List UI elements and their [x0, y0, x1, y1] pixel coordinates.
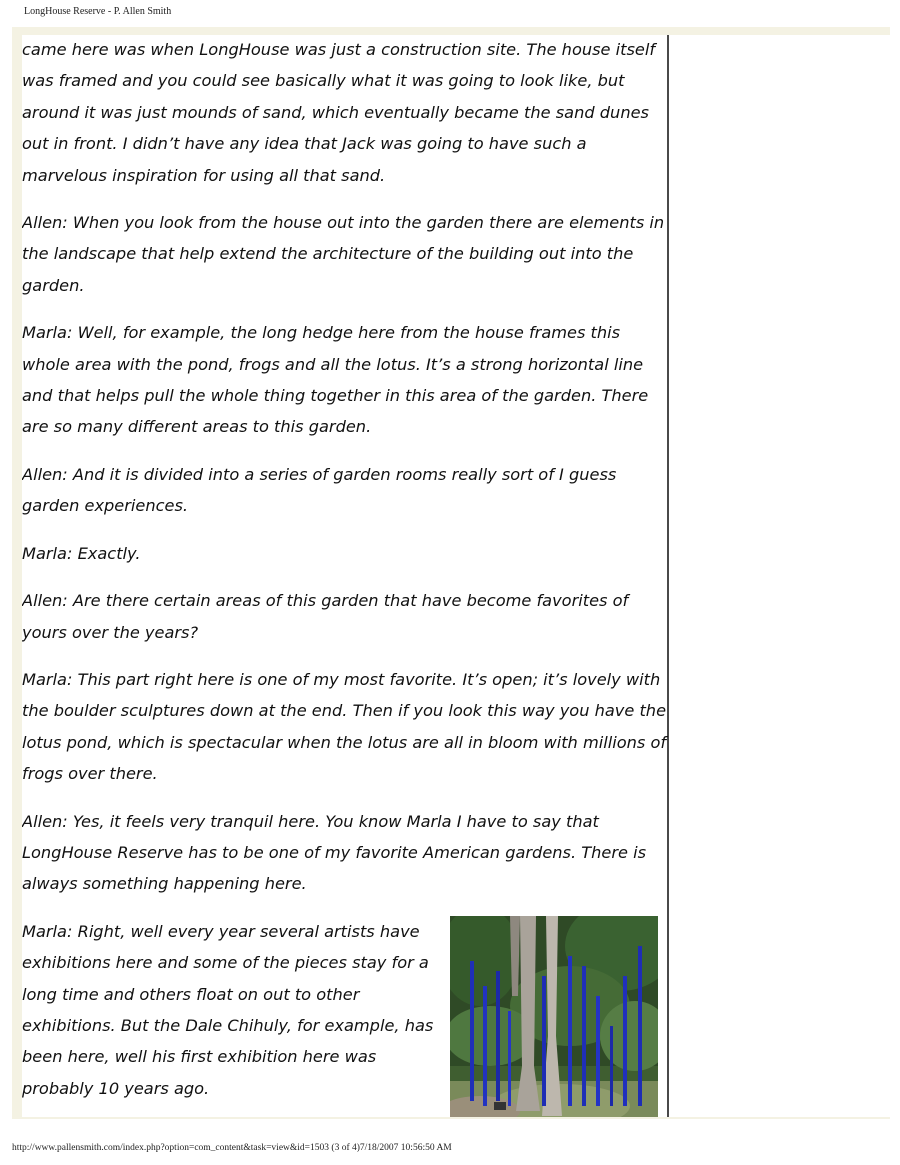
- speaker-label: Marla:: [22, 543, 73, 563]
- dialogue-paragraph: [22, 916, 440, 1104]
- print-header-title: LongHouse Reserve - P. Allen Smith: [24, 6, 172, 17]
- dialogue-text: And it is divided into a series of garden rooms really sort of I guess garden experiences.: [22, 464, 617, 516]
- dialogue-text: Yes, it feels very tranquil here. You know Marla I have to say that LongHouse Reserve has to be one of my favorite American gardens. There is always something happening here.: [22, 811, 647, 894]
- dialogue-text: Well, for example, the long hedge here from the house frames this whole area with the pond, frogs and all the lotus. It’s a strong horizontal line and that helps pull the whole thing together in this area of the garden. There are so many different areas to this garden.: [22, 323, 649, 437]
- speaker-label: Allen:: [22, 464, 68, 484]
- speaker-label: Marla:: [22, 323, 73, 343]
- speaker-label: Marla:: [22, 669, 73, 689]
- dialogue-text: Are there certain areas of this garden that have become favorites of yours over the years?: [22, 591, 629, 642]
- dialogue-paragraph: [22, 317, 667, 443]
- right-sidebar: [669, 35, 890, 1117]
- content-area: [22, 35, 890, 1117]
- dialogue-text: When you look from the house out into the garden there are elements in the landscape that help extend the architecture of the building out into the garden.: [22, 213, 665, 295]
- dialogue-text: Exactly.: [72, 543, 141, 563]
- dialogue-text: Right, well every year several artists have exhibitions here and some of the pieces stay for a long time and others float on out to other exhibitions. But the Dale Chihuly, for example, has been here, well his first exhibition here was probably 10 years ago.: [22, 921, 434, 1098]
- speaker-label: Allen:: [22, 213, 68, 233]
- print-footer-url: http://www.pallensmith.com/index.php?option=com_content&task=view&id=1503 (3 of 4)7/18/2007 10:56:50 AM: [12, 1143, 452, 1153]
- speaker-label: Allen:: [22, 591, 68, 611]
- chihuly-sculpture-photo: [450, 916, 658, 1117]
- article-intro-paragraph: came here was when LongHouse was just a construction site. The house itself was framed and you could see basically what it was going to look like, but around it was just mounds of sand, which eventually became the sand dunes out in front. I didn’t have any idea that Jack was going to have such a marvelous inspiration for using all that sand.: [22, 40, 656, 185]
- dialogue-paragraph: [22, 664, 667, 790]
- article-column: [22, 35, 669, 1117]
- dialogue-text: This part right here is one of my most favorite. It’s open; it’s lovely with the boulder sculptures down at the end. Then if you look this way you have the lotus pond, which is spectacular when the lotus are all in bloom with millions of frogs over there.: [22, 669, 667, 784]
- speaker-label: Marla:: [22, 921, 73, 941]
- article-body: [22, 35, 667, 1104]
- dialogue-paragraph: [22, 459, 667, 522]
- page-frame: [12, 27, 890, 1119]
- dialogue-paragraph: [22, 585, 667, 648]
- dialogue-paragraph: [22, 806, 667, 900]
- dialogue-paragraph: [22, 538, 667, 569]
- final-paragraph-block: [22, 916, 667, 1104]
- photo-illustration: [450, 916, 658, 1117]
- dialogue-paragraph: [22, 207, 667, 301]
- speaker-label: Allen:: [22, 811, 68, 831]
